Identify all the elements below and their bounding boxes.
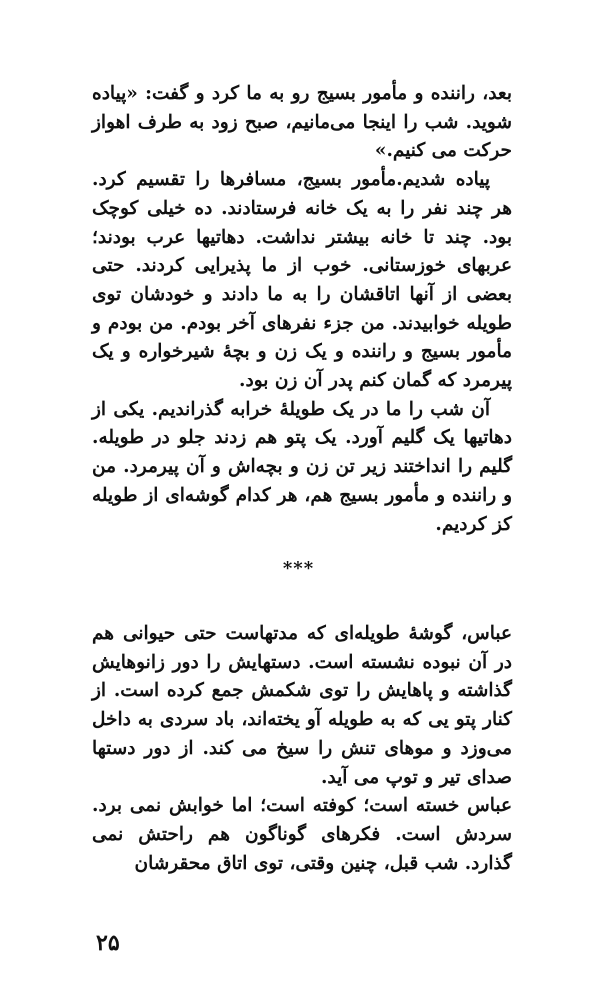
paragraph-4: عباس، گوشهٔ طویله‌ای که مدتهاست حتی حیوانی هم در آن نبوده نشسته است. دستهایش را دور زانوهایش گذاشته و پاهایش را توی شکمش جمع کرده است. از کنار پتو یی که به طویله آو یخته‌اند، باد سردی به داخل می‌وزد و موهای تنش را سیخ می کند. از دور دستها صدای تیر و توپ می آید. bbox=[92, 623, 512, 788]
paragraph-5: عباس خسته است؛ کوفته است؛ اما خوابش نمی برد. سردش است. فکرهای گوناگون هم راحتش نمی گذارد. شب قبل، چنین وقتی، توی اتاق محقرشان bbox=[92, 795, 512, 874]
bottom-text-section bbox=[92, 620, 512, 878]
page-number: ۲۵ bbox=[96, 930, 120, 956]
top-text-section bbox=[92, 80, 512, 539]
paragraph-3: آن شب را ما در یک طویلهٔ خرابه گذراندیم. یکی از دهاتیها یک گلیم آورد. یک پتو هم زدند جلو در طویله. گلیم را انداختند زیر تن زن و بچه‌اش و آن پیرمرد. من و راننده و مأمور بسیج هم، هر کدام گوشه‌ای از طویله کز کردیم. bbox=[92, 398, 512, 535]
paragraph-2: پیاده شدیم.مأمور بسیج، مسافرها را تقسیم کرد. هر چند نفر را به یک خانه فرستادند. ده خیلی کوچک بود. چند تا خانه بیشتر نداشت. دهاتیها عرب بودند؛ عربهای خوزستانی. خوب از ما پذیرایی کردند. حتی بعضی از آنها اتاقشان را به ما دادند و خودشان توی طویله خوابیدند. من جزء نفرهای آخر بودم. من بودم و مأمور بسیج و راننده و یک زن و بچهٔ شیرخواره و یک پیرمرد که گمان کنم پدر آن زن بود. bbox=[92, 169, 512, 392]
paragraph-1: بعد، راننده و مأمور بسیج رو به ما کرد و گفت: «پیاده شوید. شب را اینجا می‌مانیم، صبح زود به طرف اهواز حرکت می کنیم.» bbox=[92, 83, 512, 162]
section-separator: *** bbox=[282, 558, 315, 579]
